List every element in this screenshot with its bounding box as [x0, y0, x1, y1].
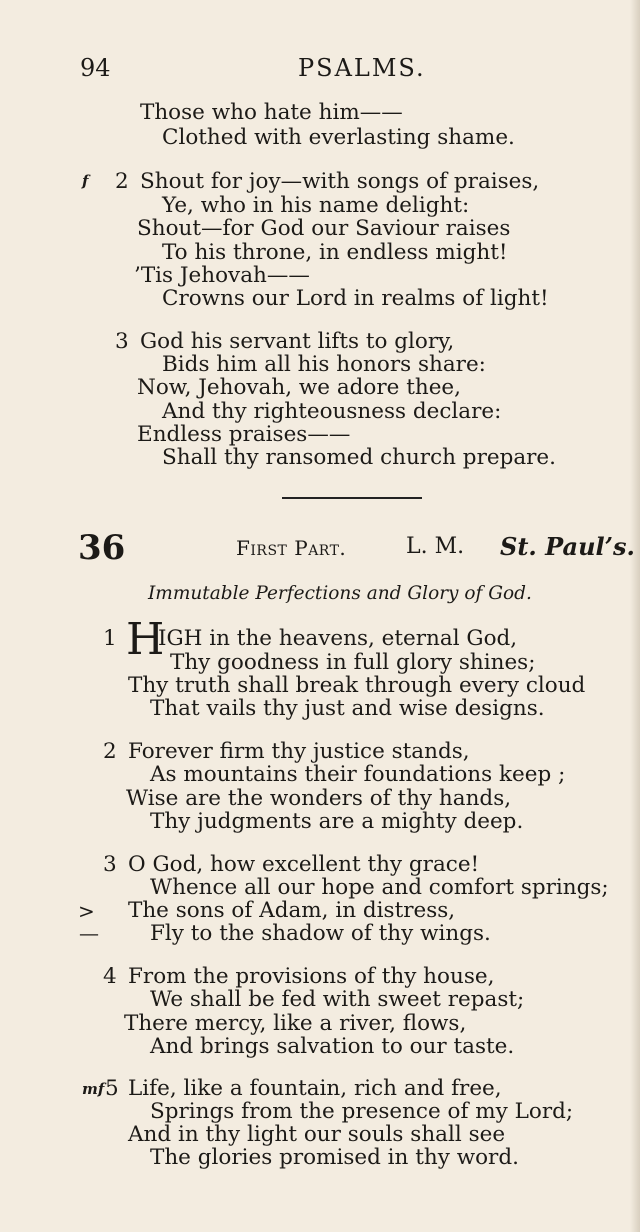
verse-line: We shall be fed with sweet repast; — [150, 987, 525, 1012]
page-edge — [630, 0, 640, 1232]
stanza-number: 5 — [105, 1076, 119, 1101]
verse-line: The glories promised in thy word. — [150, 1145, 519, 1170]
tune-name: St. Paul’s. — [500, 532, 635, 561]
verse-line: Now, Jehovah, we adore thee, — [137, 375, 461, 400]
verse-line: Wise are the wonders of thy hands, — [126, 786, 512, 811]
verse-line: Thy goodness in full glory shines; — [170, 650, 536, 675]
verse-line: Forever firm thy justice stands, — [128, 739, 470, 764]
dynamic-marking: mf — [82, 1080, 105, 1098]
verse-line: Shout for joy—with songs of praises, — [140, 169, 540, 194]
verse-line: And brings salvation to our taste. — [150, 1034, 515, 1059]
stanza-number: 4 — [103, 964, 117, 989]
verse-line: God his servant lifts to glory, — [140, 329, 455, 354]
verse-line: The sons of Adam, in distress, — [128, 898, 456, 923]
drop-cap: H — [126, 614, 165, 665]
hymn-subtitle: Immutable Perfections and Glory of God. — [148, 583, 532, 604]
stanza-number: 2 — [115, 169, 129, 194]
dynamic-marking: f — [82, 172, 89, 190]
dash-mark: — — [79, 921, 99, 945]
verse-line: There mercy, like a river, flows, — [124, 1011, 467, 1036]
page-number: 94 — [80, 54, 111, 82]
verse-line: And thy righteousness declare: — [162, 399, 502, 424]
verse-line: From the provisions of thy house, — [128, 964, 495, 989]
verse-line: Shout—for God our Saviour raises — [137, 216, 511, 241]
verse-line: IGH in the heavens, eternal God, — [158, 626, 518, 651]
verse-line: Thy judgments are a mighty deep. — [150, 809, 524, 834]
verse-line: To his throne, in endless might! — [162, 240, 508, 265]
verse-line: And in thy light our souls shall see — [128, 1122, 506, 1147]
stanza-number: 1 — [103, 626, 117, 651]
verse-line: Springs from the presence of my Lord; — [150, 1099, 574, 1124]
verse-line: Crowns our Lord in realms of light! — [162, 286, 549, 311]
verse-line: Ye, who in his name delight: — [162, 193, 470, 218]
verse-line: Whence all our hope and comfort springs; — [150, 875, 609, 900]
running-head: PSALMS. — [298, 54, 426, 82]
stanza-number: 2 — [103, 739, 117, 764]
verse-line: Bids him all his honors share: — [162, 352, 486, 377]
hymn-meter: L. M. — [406, 534, 465, 559]
verse-line: That vails thy just and wise designs. — [150, 696, 545, 721]
verse-line: O God, how excellent thy grace! — [128, 852, 480, 877]
verse-line: Endless praises—— — [137, 422, 351, 447]
verse-line: Life, like a fountain, rich and free, — [128, 1076, 502, 1101]
verse-line: ’Tis Jehovah—— — [134, 263, 310, 288]
verse-line: As mountains their foundations keep ; — [150, 762, 566, 787]
hymn-number: 36 — [78, 528, 126, 568]
hymn-part: First Part. — [236, 536, 347, 560]
section-divider — [282, 497, 422, 499]
verse-line: Thy truth shall break through every cloud — [128, 673, 586, 698]
verse-line: Clothed with everlasting shame. — [162, 125, 515, 150]
verse-line: Shall thy ransomed church prepare. — [162, 445, 556, 470]
verse-line: Those who hate him—— — [140, 100, 403, 125]
stanza-number: 3 — [115, 329, 129, 354]
crescendo-mark: > — [78, 899, 95, 923]
stanza-number: 3 — [103, 852, 117, 877]
verse-line: Fly to the shadow of thy wings. — [150, 921, 491, 946]
